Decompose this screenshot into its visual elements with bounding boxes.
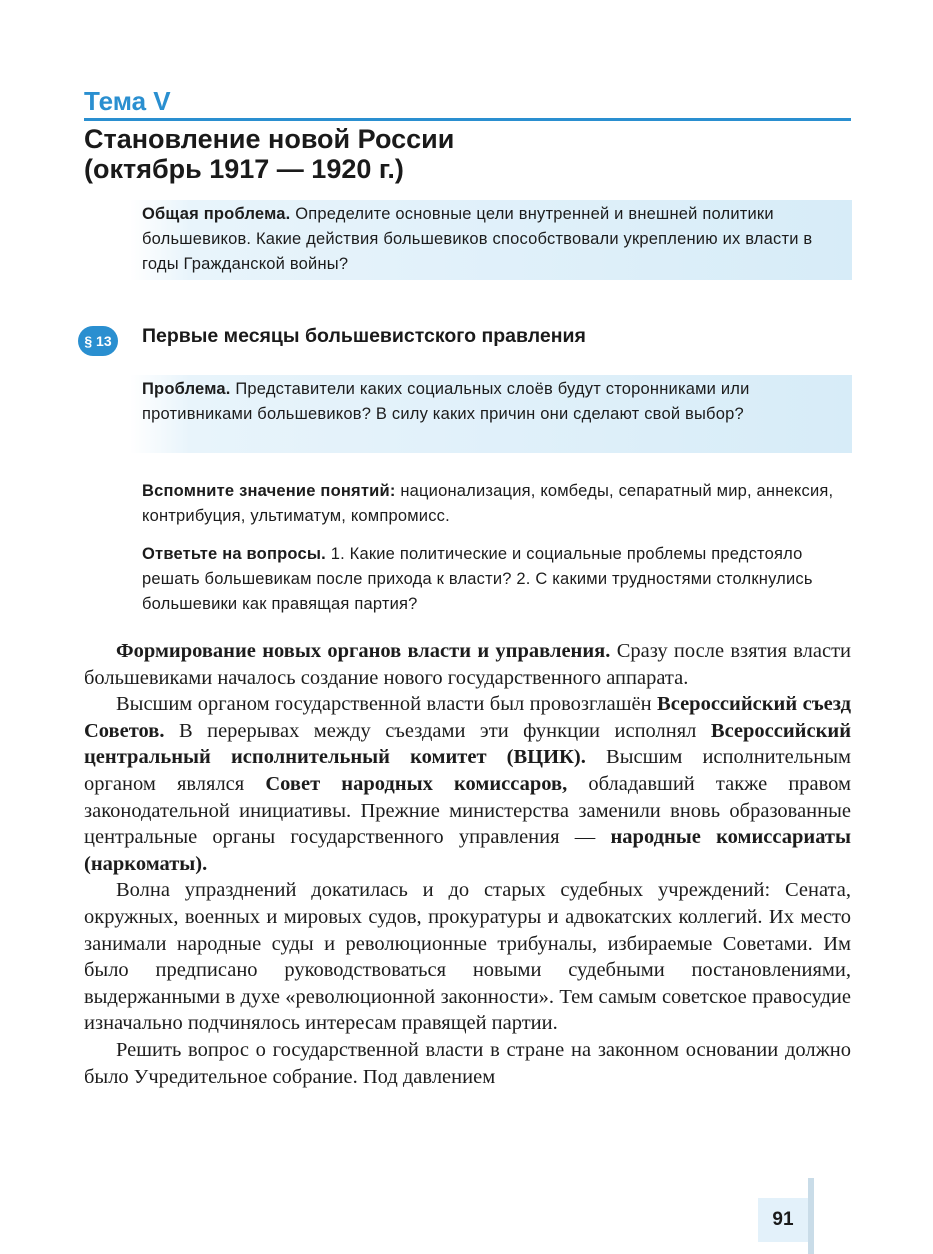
problem-box xyxy=(130,375,852,453)
questions-box xyxy=(130,540,852,621)
paragraph-text: Высшим органом государственной власти был провозглашён xyxy=(116,693,652,716)
section-number-badge: § 13 xyxy=(78,326,118,356)
paragraph-text: обладавший также правом законодательной инициативы. Прежние министерства заменили вновь образованные центральные органы государственного управления — xyxy=(84,772,852,849)
page-edge-decoration xyxy=(808,1178,814,1254)
paragraph-text: Сразу после взятия власти большевиками началось создание нового государственного аппарата. xyxy=(84,640,851,689)
main-text xyxy=(84,638,851,1090)
term: Всероссийский центральный исполнительный комитет (ВЦИК). xyxy=(84,719,852,769)
paragraph: Волна упразднений докатилась и до старых судебных учреждений: Сената, окружных, военных и мировых судов, прокуратуры и адвокатских коллегий. Их место занимали народные суды и революционные трибуналы, избираемые Советами. Им было предписано руководствоваться новыми судебными постановлениями, выдержанными в духе «революционной законности». Тем самым советское правосудие изначально подчинялось интересам правящей партии. xyxy=(84,879,851,1035)
questions-lead: Ответьте на вопросы. xyxy=(142,545,326,563)
questions-text: 1. Какие политические и социальные проблемы предстояло решать большевикам после прихода к власти? 2. С какими трудностями столкнулись большевики как правящая партия? xyxy=(142,545,813,613)
paragraph xyxy=(84,691,851,877)
general-problem-box xyxy=(130,200,852,280)
paragraph-text: Высшим исполнительным органом являлся xyxy=(84,746,851,795)
general-problem-lead: Общая проблема. xyxy=(142,205,291,223)
topic-label: Тема V xyxy=(84,86,171,116)
problem-lead: Проблема. xyxy=(142,380,231,398)
paragraph: Решить вопрос о государственной власти в стране на законном основании должно было Учредительное собрание. Под давлением xyxy=(84,1038,851,1088)
topic-title-line-2: (октябрь 1917 — 1920 г.) xyxy=(84,154,404,184)
term: народные комиссариаты (наркоматы). xyxy=(84,826,851,875)
topic-title xyxy=(84,124,844,184)
topic-title-line-1: Становление новой России xyxy=(84,124,455,154)
page-number: 91 xyxy=(758,1198,808,1242)
general-problem-text: Определите основные цели внутренней и внешней политики большевиков. Какие действия большевиков способствовали укреплению их власти в годы Гражданской войны? xyxy=(142,205,813,273)
term: Совет народных комиссаров, xyxy=(265,772,568,795)
topic-divider xyxy=(84,118,851,121)
problem-text: Представители каких социальных слоёв будут сторонниками или противниками большевиков? В силу каких причин они сделают свой выбор? xyxy=(142,380,750,423)
term: Всероссийский съезд Советов. xyxy=(84,693,852,742)
paragraph-text: В перерывах между съездами эти функции исполнял xyxy=(178,719,697,742)
section-title: Первые месяцы большевистского правления xyxy=(142,325,586,347)
paragraph xyxy=(84,638,851,691)
recall-lead: Вспомните значение понятий: xyxy=(142,482,396,500)
recall-text: национализация, комбеды, сепаратный мир, аннексия, контрибуция, ультиматум, компромисс. xyxy=(142,482,834,525)
recall-terms-box xyxy=(130,477,852,533)
paragraph-heading: Формирование новых органов власти и управления. xyxy=(116,640,611,662)
